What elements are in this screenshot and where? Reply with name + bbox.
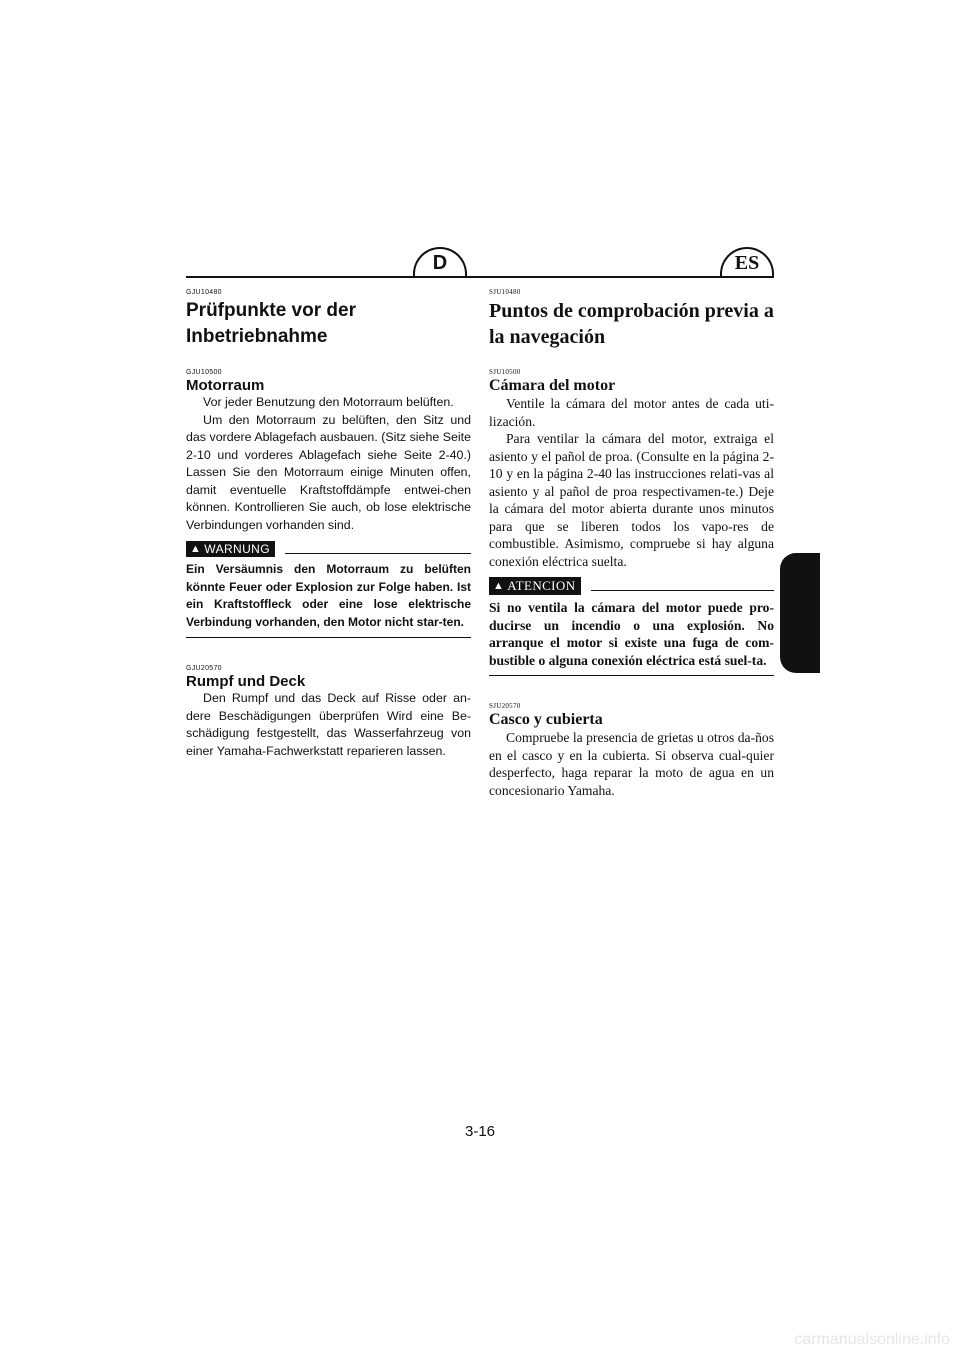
hull-heading: Rumpf und Deck xyxy=(186,673,306,690)
warning-triangle-icon: ▲ xyxy=(493,580,505,592)
section-title: Puntos de comprobación previa a la navegación xyxy=(489,300,774,348)
hull-code: GJU20570 xyxy=(186,665,222,672)
warning-rule xyxy=(591,590,775,591)
warning-badge: ▲ ATENCION xyxy=(489,577,581,595)
language-tag-german: D xyxy=(413,247,467,276)
engine-paragraph-1: Vor jeder Benutzung den Motorraum belüften. xyxy=(203,395,454,409)
spanish-column xyxy=(489,288,774,799)
watermark: carmanualsonline.info xyxy=(794,1331,950,1348)
engine-heading: Cámara del motor xyxy=(489,377,616,394)
engine-paragraph-2: Para ventilar la cámara del motor, extraiga el asiento y el pañol de proa. (Consulte en la página 2-10 y en la página 2-40 las instrucciones relati-vas al asiento y al pañol de proa respectivamen-te.) Deje la cámara del motor abierta durante unos minutos para que se liberen todos los vapo-res de combustible. Asimismo, compruebe si hay alguna conexión eléctrica suelta. xyxy=(489,431,774,569)
engine-code: SJU10500 xyxy=(489,368,521,376)
section-code: SJU10480 xyxy=(489,288,521,296)
engine-paragraph-1: Ventile la cámara del motor antes de cada uti-lización. xyxy=(489,396,774,429)
hull-paragraph: Den Rumpf und das Deck auf Risse oder an-dere Beschädigungen überprüfen Wird eine Be-schädigung festgestellt, das Wasserfahrzeug von einer Yamaha-Fachwerkstatt reparieren lassen. xyxy=(186,691,471,758)
warning-text: Si no ventila la cámara del motor puede pro-ducirse un incendio o una explosión. No arranque el motor si existe una fuga de com-bustible o alguna conexión eléctrica está suel-ta. xyxy=(489,600,774,668)
header-rule xyxy=(186,276,774,278)
warning-rule xyxy=(285,553,471,554)
section-code: GJU10480 xyxy=(186,289,222,296)
warning-text: Ein Versäumnis den Motorraum zu belüften könnte Feuer oder Explosion zur Folge haben. Ist ein Kraftstoffleck oder eine lose elektrische Verbindung vorhanden, den Motor nicht star-ten. xyxy=(186,562,471,629)
engine-heading: Motorraum xyxy=(186,377,265,394)
warning-bottom-rule xyxy=(489,675,774,676)
warning-badge: ▲ WARNUNG xyxy=(186,541,275,557)
warning-triangle-icon: ▲ xyxy=(190,543,202,555)
hull-code: SJU20570 xyxy=(489,702,521,710)
hull-heading: Casco y cubierta xyxy=(489,711,603,728)
warning-header xyxy=(186,541,471,557)
engine-code: GJU10500 xyxy=(186,369,222,376)
section-title: Prüfpunkte vor der Inbetriebnahme xyxy=(186,300,356,347)
language-tag-spanish: ES xyxy=(720,247,774,276)
page-number: 3-16 xyxy=(464,1123,496,1140)
german-column xyxy=(186,288,471,760)
hull-paragraph: Compruebe la presencia de grietas u otros da-ños en el casco y en la cubierta. Si observa cual-quier desperfecto, haga reparar la moto de agua en un concesionario Yamaha. xyxy=(489,730,774,798)
warning-bottom-rule xyxy=(186,637,471,638)
warning-header xyxy=(489,577,774,595)
chapter-tab xyxy=(780,553,820,673)
engine-paragraph-2: Um den Motorraum zu belüften, den Sitz und das vordere Ablagefach ausbauen. (Sitz siehe Seite 2-10 und vorderes Ablagefach siehe Seite 2-40.) Lassen Sie den Motorraum einige Minuten offen, damit eventuelle Kraftstoffdämpfe entwei-chen können. Kontrollieren Sie auch, ob lose elektrische Verbindungen vorhanden sind. xyxy=(186,412,471,532)
